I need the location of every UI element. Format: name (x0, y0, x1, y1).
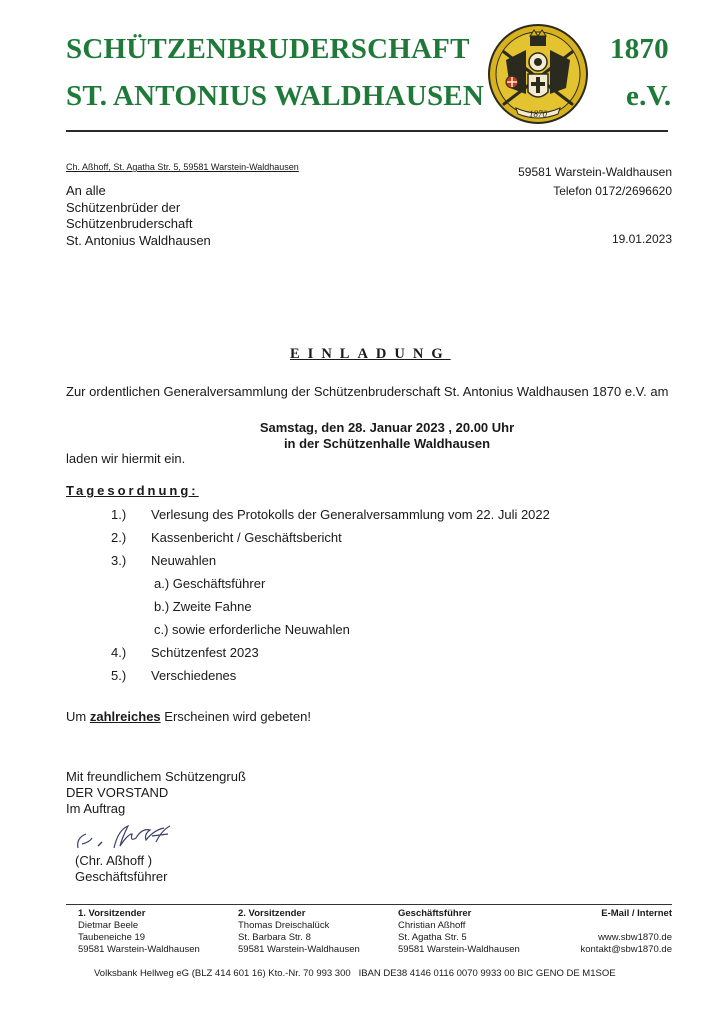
footer-col-line: 59581 Warstein-Waldhausen (238, 944, 360, 955)
recipient-line: An alle (66, 183, 106, 198)
greeting: Mit freundlichem Schützengruß (66, 769, 246, 784)
footer-col-heading: 1. Vorsitzender (78, 908, 146, 919)
footer-col-line: Christian Aßhoff (398, 920, 466, 931)
board-name: DER VORSTAND (66, 785, 169, 800)
closing-pre: Um (66, 709, 90, 724)
letterhead-suffix: e.V. (626, 80, 672, 112)
agenda-subitem (111, 618, 550, 641)
agenda-heading: Tagesordnung: (66, 483, 199, 498)
agenda-item-text: Verschiedenes (151, 668, 237, 683)
footer-col-vice-chairman (238, 908, 360, 956)
letter-date: 19.01.2023 (611, 232, 672, 246)
agenda-item (111, 664, 550, 687)
footer-col-line: 59581 Warstein-Waldhausen (78, 944, 200, 955)
letterhead-year: 1870 (610, 33, 669, 65)
agenda-subitem-text: b.) Zweite Fahne (154, 599, 252, 614)
sender-contact (518, 163, 672, 201)
agenda-subitem-text: a.) Geschäftsführer (154, 576, 266, 591)
agenda-subitem (111, 572, 550, 595)
brotherhood-seal-logo (486, 22, 590, 126)
signatory-role: Geschäftsführer (75, 869, 168, 884)
agenda-item-number: 5.) (111, 668, 127, 683)
footer-col-chairman (78, 908, 200, 956)
footer-col-line: St. Barbara Str. 8 (238, 932, 311, 943)
letterhead-title-line1: SCHÜTZENBRUDERSCHAFT (66, 33, 470, 65)
handwritten-signature (72, 820, 182, 854)
sender-phone: Telefon 0172/2696620 (553, 184, 672, 198)
event-details (0, 420, 724, 452)
signatory-name: (Chr. Aßhoff ) (75, 853, 153, 868)
signature-block (66, 769, 246, 817)
agenda-list (111, 503, 550, 687)
footer-col-line (580, 920, 672, 932)
invitation-heading: EINLADUNG (290, 346, 451, 362)
letterhead-title-line2: ST. ANTONIUS WALDHAUSEN (66, 80, 484, 112)
footer-col-line: 59581 Warstein-Waldhausen (398, 944, 520, 955)
invitation-intro: Zur ordentlichen Generalversammlung der Schützenbruderschaft St. Antonius Waldhausen 1870 e.V. am (66, 384, 669, 399)
footer-col-line: Taubeneiche 19 (78, 932, 146, 943)
event-date-time: Samstag, den 28. Januar 2023 , 20.00 Uhr (259, 420, 515, 435)
agenda-item (111, 503, 550, 526)
agenda-subitem (111, 595, 550, 618)
sender-return-address: Ch. Aßhoff, St. Agatha Str. 5, 59581 Warstein-Waldhausen (66, 162, 299, 172)
agenda-item-text: Verlesung des Protokolls der Generalversammlung vom 22. Juli 2022 (151, 507, 550, 522)
footer-col-line: St. Agatha Str. 5 (398, 932, 467, 943)
recipient-line: Schützenbrüder der (66, 199, 181, 215)
sender-city: 59581 Warstein-Waldhausen (518, 165, 672, 179)
recipient-address (66, 183, 211, 249)
footer-col-line: Thomas Dreischalück (238, 920, 330, 931)
agenda-item-number: 4.) (111, 645, 127, 660)
footer-col-contact (580, 908, 672, 956)
footer-col-heading: 2. Vorsitzender (238, 908, 306, 919)
agenda-item (111, 641, 550, 664)
recipient-line: Schützenbruderschaft (66, 216, 193, 231)
footer-email[interactable]: kontakt@sbw1870.de (580, 944, 672, 955)
seal-year-text: 1870 (529, 109, 547, 119)
closing-sentence (66, 709, 311, 724)
footer-website[interactable]: www.sbw1870.de (598, 932, 672, 943)
agenda-item (111, 526, 550, 549)
agenda-item (111, 549, 550, 572)
agenda-item-number: 2.) (111, 530, 127, 545)
recipient-line: St. Antonius Waldhausen (66, 232, 211, 248)
header-rule (66, 130, 668, 132)
agenda-subitem-text: c.) sowie erforderliche Neuwahlen (154, 622, 350, 637)
footer-rule (66, 904, 672, 905)
footer-col-heading: E-Mail / Internet (601, 908, 672, 919)
event-location: in der Schützenhalle Waldhausen (283, 436, 491, 451)
footer-col-heading: Geschäftsführer (398, 908, 472, 919)
closing-emphasis: zahlreiches (89, 709, 161, 724)
signatory (75, 853, 168, 885)
agenda-item-text: Schützenfest 2023 (151, 645, 259, 660)
closing-post: Erscheinen wird gebeten! (160, 709, 311, 724)
agenda-item-number: 3.) (111, 553, 127, 568)
bank-details: Volksbank Hellweg eG (BLZ 414 601 16) Kto.-Nr. 70 993 300 IBAN DE38 4146 0116 0070 9933 00 BIC GENO DE M1SOE (94, 968, 616, 979)
on-behalf: Im Auftrag (66, 801, 126, 816)
invitation-text: laden wir hiermit ein. (66, 451, 186, 466)
agenda-item-number: 1.) (111, 507, 127, 522)
agenda-item-text: Kassenbericht / Geschäftsbericht (151, 530, 342, 545)
agenda-item-text: Neuwahlen (151, 553, 217, 568)
footer-col-manager (398, 908, 520, 956)
footer-col-line: Dietmar Beele (78, 920, 139, 931)
